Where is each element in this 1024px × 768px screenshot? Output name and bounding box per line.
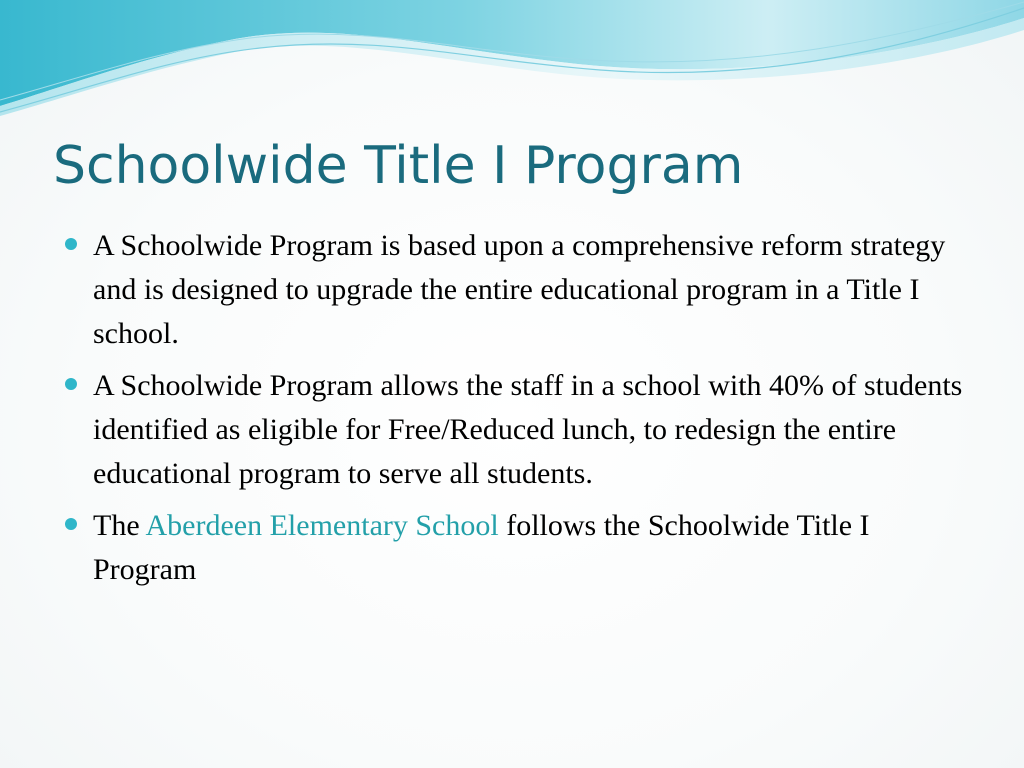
bullet-text: A Schoolwide Program allows the staff in a school with 40% of students identified as eligible for Free/Reduced lunch, to redesign the entire educational program to serve all students. — [93, 369, 963, 490]
bullet-text-prefix: The — [93, 509, 140, 542]
school-name-highlight: Aberdeen Elementary School — [145, 509, 499, 542]
bullet-item — [62, 364, 972, 496]
bullet-item — [62, 504, 972, 592]
bullet-list — [62, 224, 972, 600]
bullet-icon — [65, 378, 77, 390]
header-wave-decoration — [0, 0, 1024, 130]
bullet-icon — [65, 518, 77, 530]
bullet-text: A Schoolwide Program is based upon a comprehensive reform strategy and is designed to upgrade the entire educational program in a Title I school. — [93, 229, 946, 350]
bullet-item — [62, 224, 972, 356]
bullet-icon — [65, 238, 77, 250]
bullet-text-suffix: follows the Schoolwide Title I Program — [93, 509, 870, 586]
slide-title: Schoolwide Title I Program — [53, 136, 744, 196]
